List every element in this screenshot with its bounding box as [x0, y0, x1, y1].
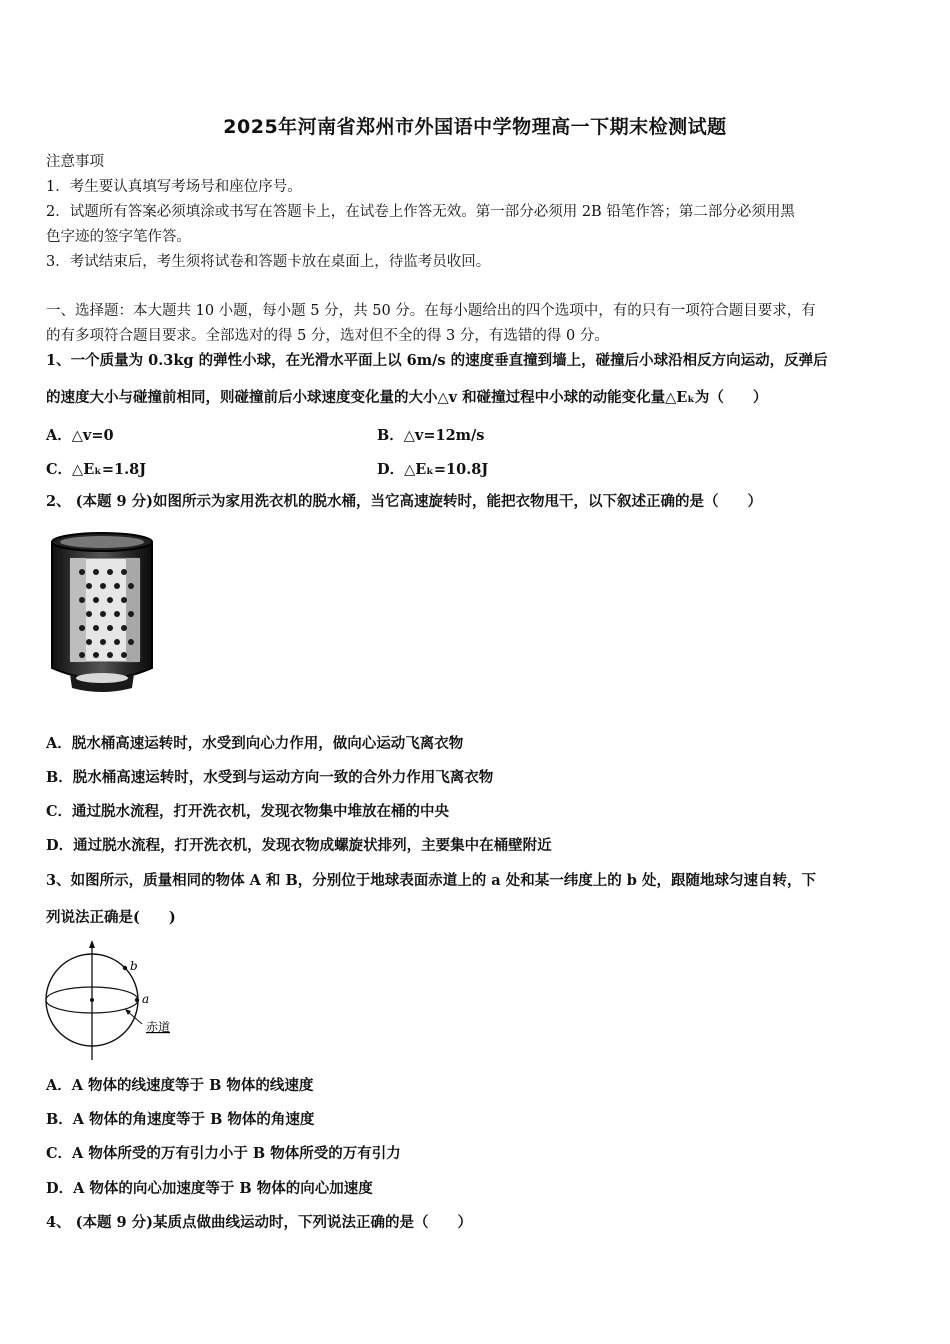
- notice-heading: 注意事项: [46, 154, 104, 170]
- q2-stem: 2、 (本题 9 分)如图所示为家用洗衣机的脱水桶，当它高速旋转时，能把衣物甩干，以下叙述正确的是（ ）: [46, 493, 763, 510]
- q3-stem-line-2: 列说法正确是( ): [46, 909, 176, 926]
- q1-option-c: C．△Eₖ=1.8J: [46, 461, 147, 478]
- notice-item-2: 2．试题所有答案必须填涂或书写在答题卡上，在试卷上作答无效。第一部分必须用 2B 铅笔作答；第二部分必须用黑: [46, 204, 795, 220]
- spin-dryer-drum-image: [46, 528, 158, 694]
- q3-option-b: B．A 物体的角速度等于 B 物体的角速度: [46, 1111, 315, 1128]
- q3-option-a: A．A 物体的线速度等于 B 物体的线速度: [46, 1077, 314, 1094]
- q3-option-c: C．A 物体所受的万有引力小于 B 物体所受的万有引力: [46, 1145, 401, 1162]
- section-intro-line-2: 的有多项符合题目要求。全部选对的得 5 分，选对但不全的得 3 分，有选错的得 0 分。: [46, 328, 609, 344]
- section-intro-line-1: 一、选择题：本大题共 10 小题，每小题 5 分，共 50 分。在每小题给出的四个选项中，有的只有一项符合题目要求，有: [46, 303, 816, 319]
- q1-stem-line-1: 1、一个质量为 0.3kg 的弹性小球，在光滑水平面上以 6m/s 的速度垂直撞到墙上，碰撞后小球沿相反方向运动，反弹后: [46, 352, 828, 369]
- q1-option-d: D．△Eₖ=10.8J: [377, 461, 489, 478]
- q1-stem-line-2: 的速度大小与碰撞前相同，则碰撞前后小球速度变化量的大小△v 和碰撞过程中小球的动能变化量△Eₖ为（ ）: [46, 389, 768, 406]
- q4-stem: 4、 (本题 9 分)某质点做曲线运动时，下列说法正确的是（ ）: [46, 1214, 473, 1231]
- q3-option-d: D．A 物体的向心加速度等于 B 物体的向心加速度: [46, 1180, 373, 1197]
- q2-option-d: D．通过脱水流程，打开洗衣机，发现衣物成螺旋状排列，主要集中在桶壁附近: [46, 837, 552, 854]
- earth-globe-diagram: [40, 938, 190, 1064]
- notice-item-1: 1．考生要认真填写考场号和座位序号。: [46, 179, 302, 195]
- q3-stem-line-1: 3、如图所示，质量相同的物体 A 和 B，分别位于地球表面赤道上的 a 处和某一纬度上的 b 处，跟随地球匀速自转，下: [46, 872, 816, 889]
- notice-item-2-cont: 色字迹的签字笔作答。: [46, 229, 191, 245]
- label-a: a: [142, 992, 150, 1006]
- notice-item-3: 3．考试结束后，考生须将试卷和答题卡放在桌面上，待监考员收回。: [46, 254, 491, 270]
- q1-option-a: A．△v=0: [46, 427, 114, 444]
- q2-option-a: A．脱水桶高速运转时，水受到向心力作用，做向心运动飞离衣物: [46, 735, 464, 752]
- q2-option-c: C．通过脱水流程，打开洗衣机，发现衣物集中堆放在桶的中央: [46, 803, 450, 820]
- q2-option-b: B．脱水桶高速运转时，水受到与运动方向一致的合外力作用飞离衣物: [46, 769, 494, 786]
- q1-option-b: B．△v=12m/s: [377, 427, 485, 444]
- page-title: 2025年河南省郑州市外国语中学物理高一下期末检测试题: [223, 116, 727, 138]
- label-equator: 赤道: [146, 1020, 171, 1034]
- label-b: b: [130, 959, 138, 973]
